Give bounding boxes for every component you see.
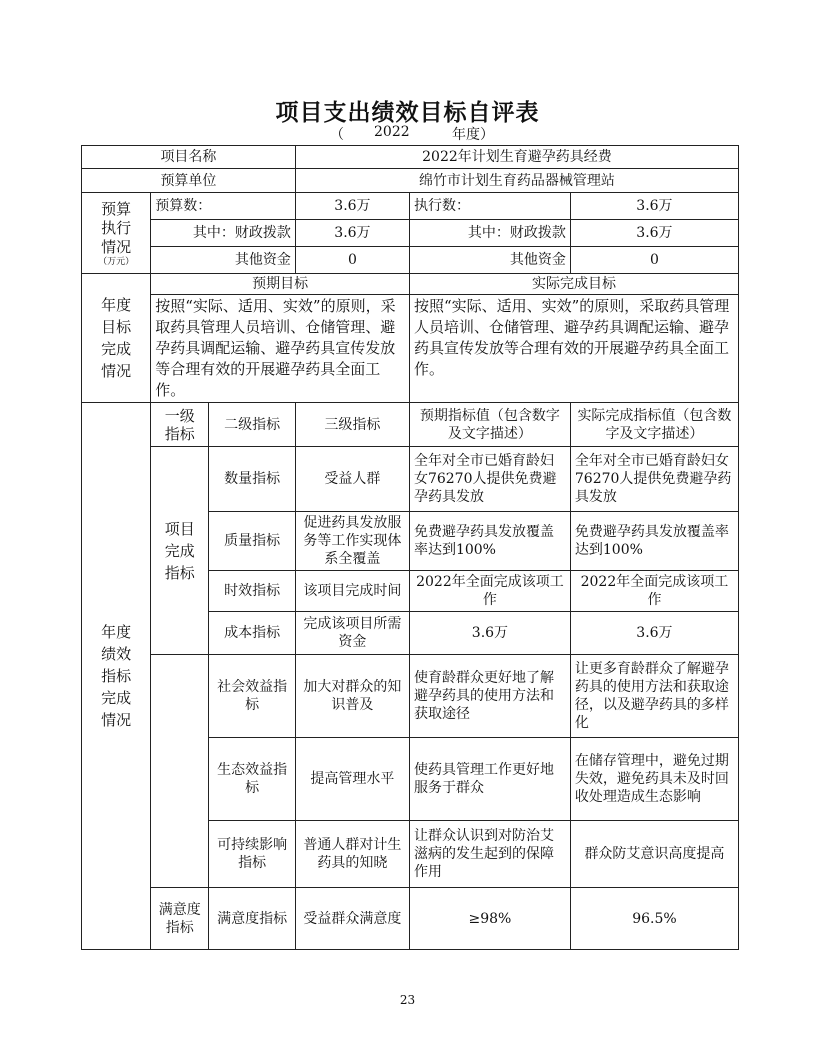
page-title: 项目支出绩效目标自评表 [275, 100, 540, 126]
label-part: 年度 [101, 296, 132, 314]
col-header-level3: 三级指标 [295, 403, 409, 447]
indicator-level2: 时效指标 [209, 571, 296, 612]
indicator-level3: 受益群众满意度 [295, 888, 409, 950]
label-part: 情况 [101, 237, 132, 256]
label-part: 情况 [101, 711, 132, 729]
expected-goal-header: 预期目标 [151, 274, 410, 295]
label-part: 目标 [101, 318, 132, 336]
indicator-actual: 2022年全面完成该项工作 [570, 571, 738, 612]
indicator-expected: 使药具管理工作更好地服务于群众 [409, 738, 570, 821]
label-part: 情况 [101, 362, 132, 380]
indicator-level3: 促进药具发放服务等工作实现体系全覆盖 [295, 512, 409, 571]
table-row [82, 655, 739, 738]
table-row [82, 193, 739, 220]
label-part: 项目 [164, 519, 195, 538]
label-part: 一级 [164, 406, 195, 425]
indicator-expected: 全年对全市已婚育龄妇女76270人提供免费避孕药具发放 [409, 447, 570, 512]
project-completion-label [151, 447, 209, 655]
indicator-level2: 数量指标 [209, 447, 296, 512]
indicator-level3: 加大对群众的知识普及 [295, 655, 409, 738]
label-part: 完成 [101, 340, 132, 358]
satisfaction-level1: 满意度指标 [151, 888, 209, 950]
indicator-level2: 满意度指标 [209, 888, 296, 950]
performance-section-label [82, 403, 151, 950]
label-part: 指标 [164, 563, 195, 582]
indicator-actual: 3.6万 [570, 612, 738, 655]
indicator-level3: 完成该项目所需资金 [295, 612, 409, 655]
table-row [82, 295, 739, 403]
indicator-level2: 生态效益指标 [209, 738, 296, 821]
indicator-expected: 免费避孕药具发放覆盖率达到100% [409, 512, 570, 571]
actual-goal-header: 实际完成目标 [409, 274, 738, 295]
budget-amount-value: 3.6万 [295, 193, 409, 220]
label-part: 执行 [101, 218, 132, 237]
indicator-expected: ≥98% [409, 888, 570, 950]
indicator-level3: 该项目完成时间 [295, 571, 409, 612]
indicator-actual: 群众防艾意识高度提高 [570, 821, 738, 888]
col-header-level2: 二级指标 [209, 403, 296, 447]
project-name-label: 项目名称 [82, 146, 296, 169]
label-part: 指标 [164, 424, 195, 443]
indicator-actual: 免费避孕药具发放覆盖率达到100% [570, 512, 738, 571]
table-row [82, 247, 739, 274]
label-part: 绩效 [101, 645, 132, 663]
indicator-expected: 2022年全面完成该项工作 [409, 571, 570, 612]
indicator-level2: 成本指标 [209, 612, 296, 655]
budget-section-label [82, 193, 151, 274]
year-value: 2022 [374, 124, 410, 140]
label-part: 预算 [101, 199, 132, 218]
indicator-level3: 普通人群对计生药具的知晓 [295, 821, 409, 888]
col-header-actual: 实际完成指标值（包含数字及文字描述） [570, 403, 738, 447]
indicator-level3: 提高管理水平 [295, 738, 409, 821]
expected-goal-text: 按照“实际、适用、实效”的原则，采取药具管理人员培训、仓储管理、避孕药具调配运输、避孕药具宣传发放等合理有效的开展避孕药具全面工作。 [151, 295, 410, 403]
execution-amount-value: 3.6万 [570, 193, 738, 220]
table-row [82, 220, 739, 247]
year-close: 年度） [452, 127, 494, 143]
fiscal-exec-label: 其中：财政拨款 [409, 220, 570, 247]
label-part: 完成 [164, 541, 195, 560]
label-part: 完成 [101, 689, 132, 707]
page-number: 23 [399, 993, 416, 1007]
budget-unit-label: 预算单位 [82, 169, 296, 193]
indicator-level2: 社会效益指标 [209, 655, 296, 738]
table-row [82, 447, 739, 512]
budget-unit-note: （万元） [98, 256, 135, 267]
other-label: 其他资金 [151, 247, 296, 274]
indicator-expected: 让群众认识到对防治艾滋病的发生起到的保障作用 [409, 821, 570, 888]
label-part: 年度 [101, 623, 132, 641]
project-name-value: 2022年计划生育避孕药具经费 [295, 146, 738, 169]
table-row [82, 888, 739, 950]
other-budget-value: 0 [295, 247, 409, 274]
col-header-expected: 预期指标值（包含数字及文字描述） [409, 403, 570, 447]
budget-amount-label: 预算数： [151, 193, 296, 220]
performance-table [81, 145, 739, 950]
col-header-level1 [151, 403, 209, 447]
other-exec-label: 其他资金 [409, 247, 570, 274]
indicator-expected: 3.6万 [409, 612, 570, 655]
actual-goal-text: 按照“实际、适用、实效”的原则，采取药具管理人员培训、仓储管理、避孕药具调配运输、避孕药具宣传发放等合理有效的开展避孕药具全面工作。 [409, 295, 738, 403]
indicator-actual: 96.5% [570, 888, 738, 950]
table-row [82, 146, 739, 169]
indicator-level3: 受益人群 [295, 447, 409, 512]
effect-indicator-label [151, 655, 209, 888]
execution-amount-label: 执行数： [409, 193, 570, 220]
table-row [82, 274, 739, 295]
fiscal-exec-value: 3.6万 [570, 220, 738, 247]
label-part: 指标 [101, 667, 132, 685]
indicator-actual: 在储存管理中，避免过期失效，避免药具未及时回收处理造成生态影响 [570, 738, 738, 821]
table-row [82, 169, 739, 193]
year-open: （ [330, 127, 344, 143]
budget-unit-value: 绵竹市计划生育药品器械管理站 [295, 169, 738, 193]
fiscal-budget-value: 3.6万 [295, 220, 409, 247]
table-row [82, 403, 739, 447]
indicator-expected: 使育龄群众更好地了解避孕药具的使用方法和获取途径 [409, 655, 570, 738]
indicator-level2: 可持续影响指标 [209, 821, 296, 888]
fiscal-label: 其中：财政拨款 [151, 220, 296, 247]
indicator-level2: 质量指标 [209, 512, 296, 571]
annual-goal-label [82, 274, 151, 403]
indicator-actual: 全年对全市已婚育龄妇女76270人提供免费避孕药具发放 [570, 447, 738, 512]
indicator-actual: 让更多育龄群众了解避孕药具的使用方法和获取途径，以及避孕药具的多样化 [570, 655, 738, 738]
other-exec-value: 0 [570, 247, 738, 274]
